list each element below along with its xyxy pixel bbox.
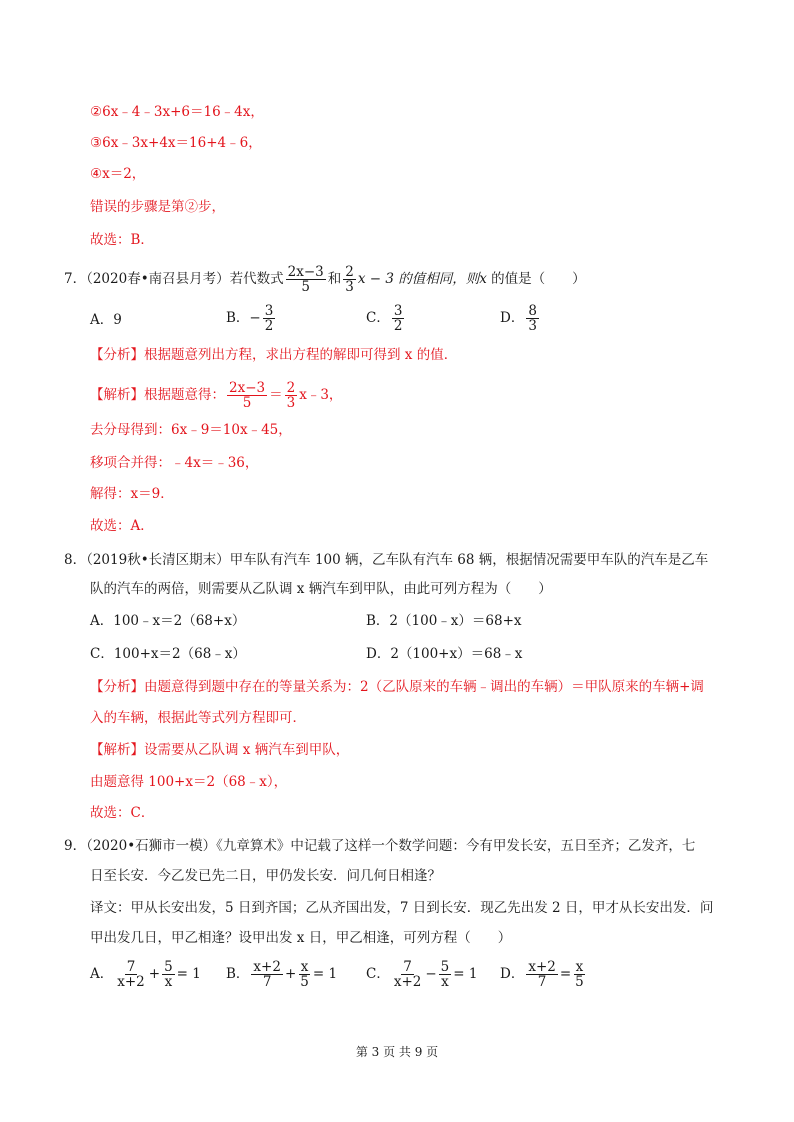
- q7-text-d: 的值是（ ）: [486, 271, 586, 287]
- q7-option-b[interactable]: B．− $\frac{3}{2}$: [226, 303, 274, 334]
- prev-step-4: ④x＝2，: [90, 166, 146, 182]
- q7-option-d[interactable]: D． $\frac{8}{3}$: [500, 303, 537, 334]
- q7-option-a[interactable]: A．9: [90, 312, 122, 328]
- q7-number: 7．: [64, 271, 87, 287]
- q7-choice: 故选：A．: [90, 518, 154, 534]
- q7-fraction-1: $\frac{2x-3}{5}$: [287, 264, 324, 295]
- q8-stem-line-1: 8．（2019秋•长清区期末）甲车队有汽车 100 辆，乙车队有汽车 68 辆，根据情况需要甲车队的汽车是乙车: [64, 552, 709, 568]
- analysis-tag: 【分析】: [90, 679, 144, 695]
- q7-analysis: 【分析】根据题意列出方程，求出方程的解即可得到 x 的值．: [90, 347, 458, 363]
- q9-stem-line-2: 日至长安．今乙发已先二日，甲仍发长安．问几何日相逢？: [90, 868, 441, 884]
- q9-translation-line-2: 甲出发几日，甲乙相逢？设甲出发 x 日，甲乙相逢，可列方程（ ）: [90, 930, 512, 946]
- q8-number: 8．: [64, 552, 87, 568]
- q8-analysis-line-2: 入的车辆，根据此等式列方程即可．: [90, 710, 306, 726]
- q9-option-b[interactable]: B． $\frac{x+2}{7}$ + $\frac{x}{5}$ = 1: [226, 959, 338, 990]
- q8-solution-line-1: 【解析】设需要从乙队调 x 辆汽车到甲队，: [90, 742, 350, 758]
- q9-translation-line-1: 译文：甲从长安出发，5 日到齐国；乙从齐国出发，7 日到长安．现乙先出发 2 日，甲才从长安出发．问: [90, 900, 714, 916]
- q8-option-c[interactable]: C．100+x＝2（68﹣x）: [90, 646, 246, 662]
- q7-stem: [64, 265, 586, 294]
- q8-choice: 故选：C．: [90, 805, 155, 821]
- q7-option-c[interactable]: C． $\frac{3}{2}$: [366, 303, 403, 334]
- page-footer: 第 3 页 共 9 页: [355, 1045, 439, 1059]
- solution-tag: 【解析】: [90, 742, 144, 758]
- q7-step-1: 去分母得到：6x﹣9＝10x﹣45，: [90, 422, 292, 438]
- prev-wrong-step: 错误的步骤是第②步，: [90, 199, 225, 215]
- q7-fraction-2: $\frac{2}{3}$: [345, 264, 354, 295]
- q7-text-c: x − 3 的值相同，则: [357, 271, 480, 287]
- q7-step-3: 解得：x＝9．: [90, 486, 174, 502]
- analysis-tag: 【分析】: [90, 347, 144, 363]
- q7-source: （2020春•南召县月考）: [86, 271, 230, 287]
- q7-var: x: [479, 271, 487, 287]
- q8-option-a[interactable]: A．100﹣x＝2（68+x）: [90, 613, 246, 629]
- prev-choice: 故选：B．: [90, 232, 154, 248]
- q9-option-d[interactable]: D． $\frac{x+2}{7}$ = $\frac{x}{5}$: [500, 959, 584, 990]
- q8-solution-line-2: 由题意得 100+x＝2（68﹣x），: [90, 774, 288, 790]
- q8-option-b[interactable]: B．2（100﹣x）＝68+x: [366, 613, 522, 629]
- q9-option-a[interactable]: A． $\frac{7}{x+2}$ + $\frac{5}{x}$ = 1: [90, 959, 201, 990]
- prev-step-3: ③6x﹣3x+4x＝16+4﹣6，: [90, 135, 262, 151]
- q8-analysis-line-1: 【分析】由题意得到题中存在的等量关系为：2（乙队原来的车辆﹣调出的车辆）＝甲队原来的车辆+调: [90, 679, 704, 695]
- q9-number: 9．: [64, 838, 87, 854]
- q7-text-b: 和: [327, 271, 342, 287]
- q7-solution: 【解析】根据题意得： $\frac{2x-3}{5}$ ＝ $\frac{2}{3}$ x﹣3，: [90, 380, 343, 411]
- q9-option-c[interactable]: C． $\frac{7}{x+2}$ − $\frac{5}{x}$ = 1: [366, 959, 478, 990]
- q7-step-2: 移项合并得：﹣4x＝﹣36，: [90, 455, 259, 471]
- q8-option-d[interactable]: D．2（100+x）＝68﹣x: [366, 646, 523, 662]
- prev-step-2: ②6x﹣4﹣3x+6＝16﹣4x，: [90, 104, 264, 120]
- q7-text-a: 若代数式: [229, 271, 284, 287]
- q9-stem-line-1: 9．（2020•石狮市一模）《九章算术》中记载了这样一个数学问题：今有甲发长安，五日至齐；乙发齐，七: [64, 838, 696, 854]
- solution-tag: 【解析】: [90, 387, 144, 403]
- q8-stem-line-2: 队的汽车的两倍，则需要从乙队调 x 辆汽车到甲队，由此可列方程为（ ）: [90, 581, 552, 597]
